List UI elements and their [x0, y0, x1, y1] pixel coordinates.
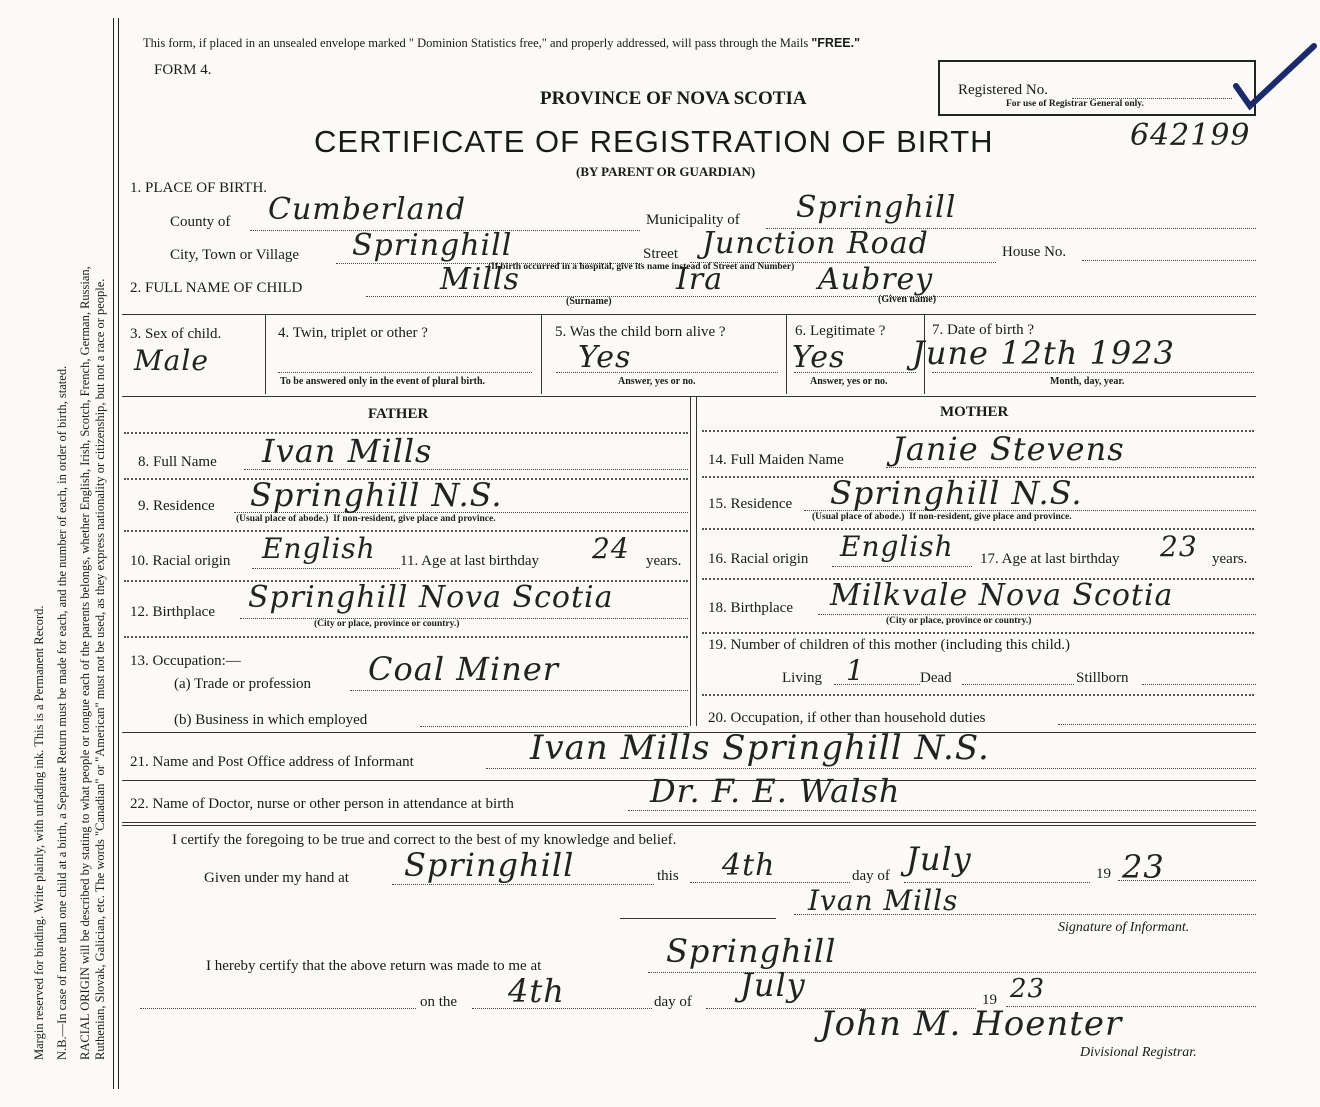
- father-trade-line: [350, 690, 688, 691]
- margin-rule: [118, 18, 119, 1089]
- registered-number-box: [938, 60, 1256, 116]
- month-line: [904, 882, 1090, 883]
- mother-racial-origin-value: English: [840, 530, 954, 563]
- margin-note-2: N.B.—In case of more than one child at a birth, a Separate Return must be made for each, and the number of each, in order of birth, stated.: [55, 365, 69, 1060]
- mother-children-label: 19. Number of children of this mother (including this child.): [708, 637, 1071, 653]
- father-residence-label: 9. Residence: [138, 498, 215, 514]
- father-business-label: (b) Business in which employed: [174, 712, 368, 728]
- father-birthplace-label: 12. Birthplace: [130, 604, 215, 620]
- check-mark-icon: [1232, 40, 1318, 112]
- year-prefix: 19: [1096, 866, 1111, 882]
- father-age-label: 11. Age at last birthday: [400, 553, 539, 569]
- mail-note: [143, 36, 860, 51]
- rule: [265, 314, 266, 394]
- registrar-month-value: July: [740, 966, 806, 1004]
- father-residence-note: [236, 514, 496, 524]
- rule: [541, 314, 542, 394]
- mother-age-label: 17. Age at last birthday: [980, 551, 1120, 567]
- plural-birth-line: [278, 372, 532, 373]
- registrar-statement: I hereby certify that the above return was made to me at: [206, 958, 542, 974]
- margin-note-4: Ruthenian, Slovak, Galician, etc. The words "Canadian" or "American" must not be used, as they express nationality or citizenship, but not a race or people.: [93, 278, 107, 1060]
- month-value: July: [906, 840, 972, 878]
- child-middle-name-value: Aubrey: [818, 262, 934, 297]
- signature-of-informant-label: Signature of Informant.: [1058, 920, 1190, 935]
- plural-birth-note: To be answered only in the event of plural birth.: [280, 376, 486, 387]
- non-resident-note: If non-resident, give place and province.: [333, 514, 496, 524]
- legitimate-note: Answer, yes or no.: [810, 376, 888, 387]
- child-surname-value: Mills: [440, 262, 520, 297]
- mother-birthplace-note: (City or place, province or country.): [886, 616, 1032, 626]
- mother-age-value: 23: [1160, 530, 1198, 563]
- rule: [122, 314, 1256, 315]
- mother-name-value: Janie Stevens: [892, 430, 1125, 468]
- registrar-year-prefix: 19: [982, 992, 997, 1008]
- rule: [122, 822, 1256, 823]
- registrar-day-value: 4th: [508, 972, 565, 1010]
- this-day-value: 4th: [722, 848, 776, 883]
- father-birthplace-value: Springhill Nova Scotia: [248, 580, 614, 615]
- certify-statement: I certify the foregoing to be true and correct to the best of my knowledge and belief.: [172, 832, 677, 848]
- born-alive-note: Answer, yes or no.: [618, 376, 696, 387]
- mother-birthplace-value: Milkvale Nova Scotia: [830, 578, 1174, 613]
- free-label: "FREE.": [811, 36, 861, 50]
- mother-years-label: years.: [1212, 551, 1248, 567]
- doctor-value: Dr. F. E. Walsh: [650, 772, 901, 810]
- mail-note-text: This form, if placed in an unsealed envelope marked " Dominion Statistics free," and properly addressed, will pass through the Mails: [143, 36, 809, 50]
- certificate-subtitle: (BY PARENT OR GUARDIAN): [576, 164, 756, 179]
- leader-line: [140, 1008, 416, 1009]
- mother-residence-value: Springhill N.S.: [830, 474, 1083, 512]
- sex-label: 3. Sex of child.: [130, 326, 222, 342]
- year-value: 23: [1122, 848, 1165, 886]
- father-trade-value: Coal Miner: [368, 650, 560, 688]
- abode-note: (Usual place of abode.): [812, 512, 905, 522]
- child-given-name-value: Ira: [676, 262, 724, 297]
- father-racial-origin-line: [252, 568, 400, 569]
- given-place-line: [392, 884, 654, 885]
- sex-value: Male: [134, 344, 209, 377]
- county-value: Cumberland: [268, 192, 467, 227]
- house-number-line: [1082, 260, 1256, 261]
- father-occupation-label: 13. Occupation:—: [130, 653, 241, 669]
- born-alive-label: 5. Was the child born alive ?: [555, 324, 726, 340]
- binding-margin: [0, 0, 118, 1107]
- day-of-label: day of: [852, 868, 890, 884]
- street-value: Junction Road: [702, 226, 929, 261]
- born-alive-value: Yes: [578, 340, 632, 375]
- mother-occupation-label: 20. Occupation, if other than household duties: [708, 710, 986, 726]
- margin-rule: [113, 18, 114, 1089]
- surname-note: (Surname): [566, 296, 612, 307]
- parents-divider: [690, 396, 691, 726]
- mother-birthplace-line: [818, 614, 1256, 615]
- registered-note: For use of Registrar General only.: [1006, 99, 1144, 109]
- father-birthplace-line: [240, 618, 688, 619]
- hospital-note: (If birth occurred in a hospital, give its name instead of Street and Number): [488, 262, 795, 272]
- date-of-birth-value: June 12th 1923: [912, 334, 1175, 372]
- child-name-label: 2. FULL NAME OF CHILD: [130, 280, 303, 296]
- stillborn-line: [1142, 684, 1256, 685]
- doctor-label: 22. Name of Doctor, nurse or other person in attendance at birth: [130, 796, 514, 812]
- registrar-signature: John M. Hoenter: [820, 1004, 1123, 1044]
- father-years-label: years.: [646, 553, 682, 569]
- mother-heading: MOTHER: [940, 404, 1009, 420]
- house-number-label: House No.: [1002, 244, 1067, 260]
- rule: [702, 694, 1254, 696]
- mother-residence-label: 15. Residence: [708, 496, 793, 512]
- stillborn-label: Stillborn: [1076, 670, 1129, 686]
- informant-label: 21. Name and Post Office address of Informant: [130, 754, 414, 770]
- father-business-line: [420, 726, 688, 727]
- informant-line: [486, 768, 1256, 769]
- rule: [620, 918, 776, 919]
- municipality-value: Springhill: [796, 190, 957, 225]
- father-name-label: 8. Full Name: [138, 454, 217, 470]
- municipality-label: Municipality of: [646, 212, 740, 228]
- place-of-birth-label: 1. PLACE OF BIRTH.: [130, 180, 268, 196]
- date-of-birth-line: [932, 372, 1254, 373]
- rule: [122, 825, 1256, 826]
- living-value: 1: [846, 654, 865, 687]
- mother-residence-note: [812, 512, 1072, 522]
- doctor-line: [628, 810, 1256, 811]
- mother-racial-origin-label: 16. Racial origin: [708, 551, 809, 567]
- rule: [124, 636, 688, 638]
- rule: [786, 314, 787, 394]
- year-line: [1118, 880, 1256, 881]
- mother-racial-origin-line: [832, 566, 972, 567]
- living-label: Living: [782, 670, 822, 686]
- given-name-note: (Given name): [878, 294, 937, 305]
- parents-divider: [696, 396, 697, 726]
- margin-note-1: Margin reserved for binding. Write plainly, with unfading ink. This is a Permanent Record.: [32, 605, 46, 1060]
- given-under-hand-label: Given under my hand at: [204, 870, 349, 886]
- street-label: Street: [643, 246, 678, 262]
- father-trade-label: (a) Trade or profession: [174, 676, 312, 692]
- father-age-value: 24: [592, 532, 630, 565]
- rule: [122, 396, 1256, 397]
- on-the-label: on the: [420, 994, 458, 1010]
- father-racial-origin-label: 10. Racial origin: [130, 553, 231, 569]
- registered-number-value: 642199: [1130, 118, 1251, 153]
- father-heading: FATHER: [368, 406, 429, 422]
- this-label: this: [657, 868, 679, 884]
- certificate-title: CERTIFICATE OF REGISTRATION OF BIRTH: [314, 124, 994, 159]
- mother-name-label: 14. Full Maiden Name: [708, 452, 844, 468]
- informant-value: Ivan Mills Springhill N.S.: [530, 728, 990, 768]
- father-racial-origin-value: English: [262, 532, 376, 565]
- given-place-value: Springhill: [404, 846, 575, 884]
- city-label: City, Town or Village: [170, 247, 300, 263]
- date-of-birth-label: 7. Date of birth ?: [932, 322, 1035, 338]
- rule: [702, 632, 1254, 634]
- province-heading: PROVINCE OF NOVA SCOTIA: [540, 88, 807, 109]
- divisional-registrar-label: Divisional Registrar.: [1080, 1045, 1197, 1060]
- father-residence-value: Springhill N.S.: [250, 476, 503, 514]
- city-value: Springhill: [352, 228, 513, 263]
- dead-label: Dead: [920, 670, 952, 686]
- father-birthplace-note: (City or place, province or country.): [314, 619, 460, 629]
- informant-signature: Ivan Mills: [808, 884, 959, 917]
- registrar-day-of-label: day of: [654, 994, 692, 1010]
- legitimate-value: Yes: [792, 340, 846, 375]
- registrar-place-value: Springhill: [666, 932, 837, 970]
- margin-note-3: RACIAL ORIGIN will be described by stating to what people or tongue each of the parents belongs, whether English, Irish, Scotch, French, German, Russian,: [78, 266, 92, 1060]
- plural-birth-label: 4. Twin, triplet or other ?: [278, 325, 428, 341]
- mother-birthplace-label: 18. Birthplace: [708, 600, 793, 616]
- county-label: County of: [170, 214, 231, 230]
- legitimate-label: 6. Legitimate ?: [795, 323, 886, 339]
- form-number: FORM 4.: [154, 62, 212, 78]
- date-of-birth-note: Month, day, year.: [1050, 376, 1125, 387]
- registered-label: Registered No.: [958, 82, 1048, 98]
- mother-occupation-line: [1058, 724, 1256, 725]
- registrar-year-value: 23: [1010, 974, 1046, 1004]
- dead-line: [962, 684, 1074, 685]
- father-name-value: Ivan Mills: [262, 432, 433, 470]
- abode-note: (Usual place of abode.): [236, 514, 329, 524]
- signature-line: [794, 914, 1256, 915]
- non-resident-note: If non-resident, give place and province.: [909, 512, 1072, 522]
